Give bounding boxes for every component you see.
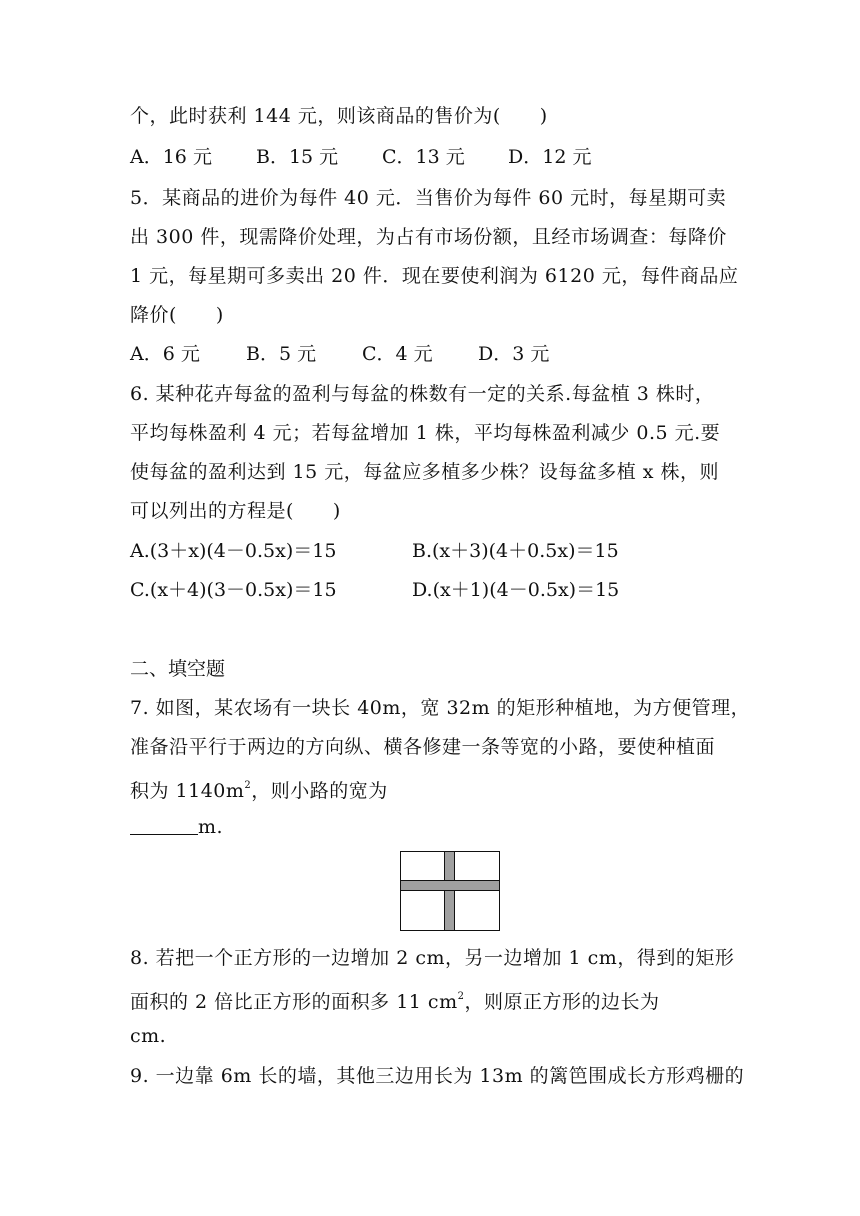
q7-superscript: 2 [244, 780, 252, 791]
q5-option-b: B．5 元 [246, 343, 317, 365]
q4-option-a: A．16 元 [130, 146, 212, 168]
q6-line-1: 6. 某种花卉每盆的盈利与每盆的株数有一定的关系.每盆植 3 株时， [130, 383, 715, 405]
q4-option-d: D．12 元 [508, 146, 592, 168]
q8-line-2 [130, 985, 659, 1014]
section-heading-fill-in: 二、填空题 [130, 658, 226, 680]
q4-option-c: C．13 元 [382, 146, 465, 168]
q7-line-2: 准备沿平行于两边的方向纵、横各修建一条等宽的小路，要使种植面 [130, 736, 716, 758]
road-intersection [445, 881, 454, 890]
q7-line-3-pre: 积为 1140m [130, 780, 245, 802]
q4-text: 个，此时获利 144 元，则该商品的售价为( ) [130, 105, 548, 127]
q5-line-1: 5．某商品的进价为每件 40 元．当售价为每件 60 元时，每星期可卖 [130, 187, 727, 209]
q5-line-4: 降价( ) [130, 304, 224, 326]
q8-line-3: cm. [130, 1025, 167, 1047]
q8-superscript: 2 [457, 991, 465, 1002]
q6-option-c: C.(x＋4)(3－0.5x)＝15 [130, 579, 337, 601]
q8-line-1: 8. 若把一个正方形的一边增加 2 cm，另一边增加 1 cm，得到的矩形 [130, 947, 735, 969]
field-with-roads-figure [400, 851, 500, 931]
q5-option-a: A．6 元 [130, 343, 200, 365]
q6-line-3: 使每盆的盈利达到 15 元，每盆应多植多少株？设每盆多植 x 株，则 [130, 461, 720, 483]
q5-line-3: 1 元，每星期可多卖出 20 件．现在要使利润为 6120 元，每件商品应 [130, 265, 739, 287]
q7-answer-line [130, 815, 223, 839]
q6-line-2: 平均每株盈利 4 元；若每盆增加 1 株，平均每株盈利减少 0.5 元.要 [130, 422, 721, 444]
q7-line-1: 7. 如图，某农场有一块长 40m，宽 32m 的矩形种植地，为方便管理， [130, 697, 751, 719]
q6-option-a: A.(3＋x)(4－0.5x)＝15 [130, 540, 337, 562]
q7-line-3 [130, 774, 388, 803]
q5-line-2: 出 300 件，现需降价处理，为占有市场份额，且经市场调查：每降价 [130, 226, 727, 248]
q5-option-d: D．3 元 [478, 343, 550, 365]
q7-answer-blank[interactable] [130, 816, 198, 835]
q7-unit: m. [198, 816, 224, 838]
q6-option-d: D.(x＋1)(4－0.5x)＝15 [412, 579, 620, 601]
q6-option-b: B.(x＋3)(4＋0.5x)＝15 [412, 540, 619, 562]
q6-line-4: 可以列出的方程是( ) [130, 500, 341, 522]
q9-line-1: 9. 一边靠 6m 长的墙，其他三边用长为 13m 的篱笆围成长方形鸡栅的 [130, 1065, 745, 1087]
q5-option-c: C．4 元 [362, 343, 433, 365]
q4-option-b: B．15 元 [256, 146, 339, 168]
q8-line-2-pre: 面积的 2 倍比正方形的面积多 11 cm [130, 991, 458, 1013]
q7-line-3-post: ，则小路的宽为 [251, 780, 388, 802]
q8-line-2-post: ，则原正方形的边长为 [464, 991, 660, 1013]
